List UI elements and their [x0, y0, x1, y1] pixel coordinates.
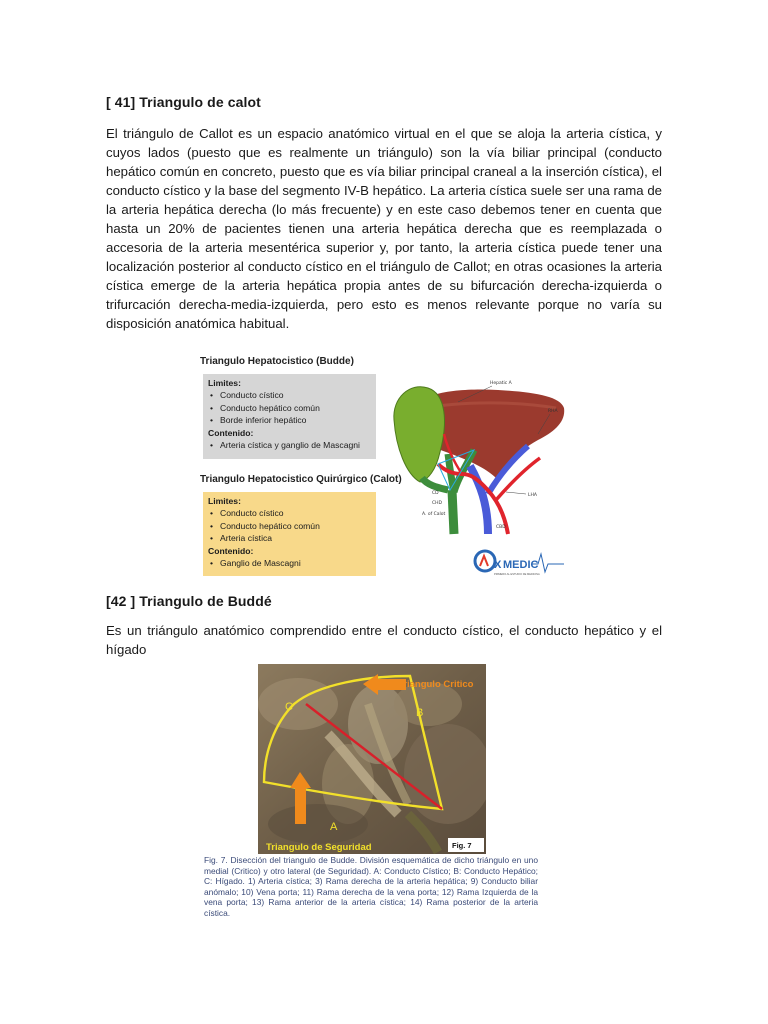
label-letter-b: B	[416, 707, 424, 719]
list-item: • Conducto hepático común	[220, 520, 371, 532]
label-letter-a: A	[330, 821, 338, 833]
calot-content-label: Contenido:	[208, 545, 254, 556]
section-42-paragraph: Es un triángulo anatómico comprendido entre el conducto cístico, el conducto hepático y el hígado	[106, 623, 662, 657]
budde-box	[203, 374, 376, 459]
list-item: • Arteria cística	[220, 532, 371, 544]
calot-limits-label: Limites:	[208, 496, 241, 506]
section-41-heading: [ 41] Triangulo de calot	[106, 94, 261, 110]
list-item: • Borde inferior hepático	[220, 414, 371, 426]
label-triangulo-seguridad: Triangulo de Seguridad	[266, 842, 372, 853]
label-chd: CHD	[432, 501, 442, 506]
label-cbd: CBD	[496, 525, 506, 530]
section-41-paragraph: El triángulo de Callot es un espacio anatómico virtual en el que se aloja la arteria cística, y cuyos lados (puesto que es realmente un triángulo) son la vía biliar principal (conducto hepático común en concreto, puesto que es vía biliar principal craneal a la inserción cística), el conducto cístico y la base del segmento IV-B hepático. La arteria cística suele ser una rama de la arteria hepática derecha (lo más frecuente) y en este caso debemos tener en cuenta que hasta un 20% de pacientes tienen una arteria hepática derecha que es reemplazada o accesoria de la arteria mesentérica superior y, por tanto, la arteria cística puede tener una localización posterior al conducto cístico en el triángulo de Callot; en otras ocasiones la arteria cística emerge de la arteria hepática propia antes de su bifurcación derecha-izquierda o trifurcación derecha-media-izquierda, pero esto es menos relevante porque no varía su disposición anatómica habitual.	[106, 126, 662, 331]
logo-prefix: X	[494, 559, 502, 571]
logo-text: MEDIC	[503, 559, 539, 571]
label-letter-c: C	[285, 701, 293, 713]
label-rha: RHA	[548, 409, 558, 414]
list-item: • Arteria cística y ganglio de Mascagni	[220, 439, 371, 451]
dissection-photo	[258, 664, 486, 854]
budde-content-list	[208, 439, 371, 451]
calot-box	[203, 492, 376, 576]
label-hepatic-a: Hepatic A	[490, 381, 512, 386]
logo-tagline: PRIMERO AL ESTUDIO DE MEDICINA	[494, 573, 540, 576]
budde-limits-label: Limites:	[208, 378, 241, 388]
calot-content-list	[208, 557, 371, 569]
list-item: • Conducto cístico	[220, 507, 371, 519]
label-calot: A. of Calot	[422, 512, 446, 517]
gallbladder-shape	[394, 387, 445, 482]
calot-limits-list	[208, 507, 371, 544]
label-lha: LHA	[528, 493, 537, 498]
label-triangulo-critico: Triangulo Critico	[398, 679, 474, 690]
list-item: • Ganglio de Mascagni	[220, 557, 371, 569]
list-item: • Conducto hepático común	[220, 402, 371, 414]
figure-budde-dissection	[258, 664, 486, 854]
figure-caption: Fig. 7. Disección del triangulo de Budde. División esquemática de dicho triángulo en uno medial (Critico) y otro lateral (de Seguridad). A: Conducto Cístico; B: Conducto Hepático; C: Hígado. 1) Arteria cística; 3) Rama derecha de la arteria hepática; 9) Conducto biliar anómalo; 10) Vena porta; 11) Rama derecha de la vena porta; 12) Rama Izquierda de la vena porta; 13) Rama anterior de la arteria cística; 14) Rama posterior de la arteria cística.	[204, 855, 538, 918]
label-cd: CD	[432, 491, 439, 496]
fig-tag: Fig. 7	[452, 841, 472, 850]
medic-logo	[472, 544, 568, 580]
calot-title: Triangulo Hepatocistico Quirúrgico (Calot)	[200, 474, 402, 485]
budde-content-label: Contenido:	[208, 427, 254, 438]
figure-budde-calot	[198, 352, 568, 582]
budde-limits-list	[208, 389, 371, 426]
section-42-heading: [42 ] Triangulo de Buddé	[106, 593, 272, 609]
budde-title: Triangulo Hepatocistico (Budde)	[200, 356, 354, 367]
liver-biliary-diagram	[388, 374, 568, 536]
list-item: • Conducto cístico	[220, 389, 371, 401]
